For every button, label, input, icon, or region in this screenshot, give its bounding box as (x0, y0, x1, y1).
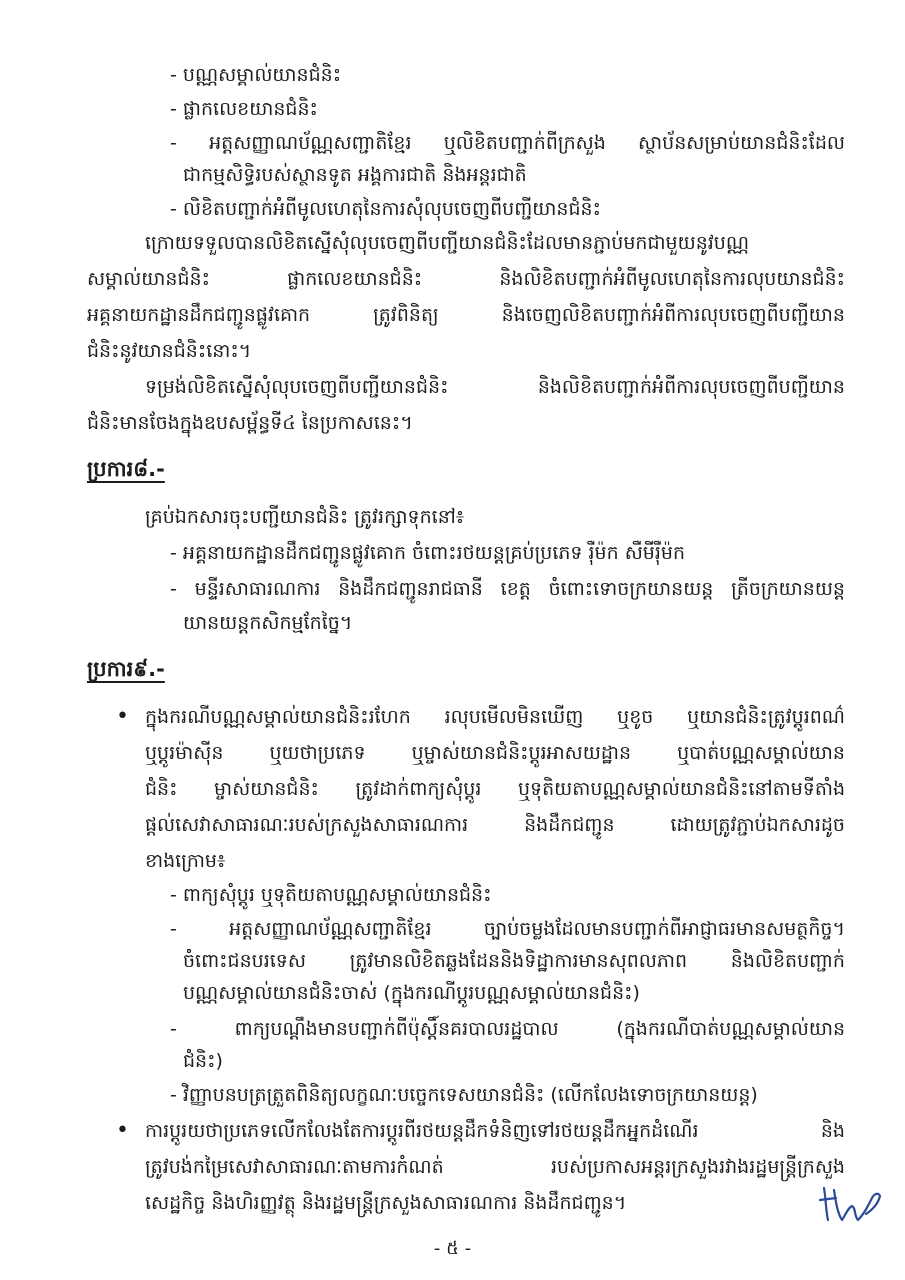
list-item: - លិខិតបញ្ជាក់អំពីមូលហេតុនៃការសុំលុបចេញពីបញ្ជីយានជំនិះ (170, 198, 601, 220)
paragraph-line: ជំនិះនូវយានជំនិះនោះ។ (87, 340, 252, 362)
paragraph-line: ជំនិះមានចែងក្នុងឧបសម្ព័ន្ធទី៤ នៃប្រកាសនេះ។ (87, 412, 413, 434)
paragraph-line: សេដ្ឋកិច្ច និងហិរញ្ញវត្ថុ និងរដ្ឋមន្ត្រីក្រសួងសាធារណការ និងដឹកជញ្ជូន។ (145, 1192, 627, 1214)
page-number: - ៥ - (433, 1238, 472, 1259)
list-item: - មន្ទីរសាធារណការ និងដឹកជញ្ជូនរាជធានី ខេត្ត ចំពោះទោចក្រយានយន្ត ត្រីចក្រយានយន្ត (170, 578, 845, 600)
signature-initials-icon (816, 1180, 886, 1230)
paragraph-line: ទម្រង់លិខិតស្នើសុំលុបចេញពីបញ្ជីយានជំនិះ និងលិខិតបញ្ជាក់អំពីការលុបចេញពីបញ្ជីយាន (145, 376, 845, 398)
list-item-continuation: ចំពោះជនបរទេស ត្រូវមានលិខិតឆ្លងដែននិងទិដ្ឋាការមានសុពលភាព និងលិខិតបញ្ជាក់ (183, 950, 845, 972)
list-item: - បណ្ណសម្គាល់យានជំនិះ (170, 64, 342, 86)
paragraph-line: សម្គាល់យានជំនិះ ផ្លាកលេខយានជំនិះ និងលិខិតបញ្ជាក់អំពីមូលហេតុនៃការលុបយានជំនិះ (87, 268, 845, 290)
article-8-intro: គ្រប់ឯកសារចុះបញ្ជីយានជំនិះ ត្រូវរក្សាទុកនៅ៖ (145, 506, 465, 528)
list-item: - អគ្គនាយកដ្ឋានដឹកជញ្ជូនផ្លូវគោក ចំពោះរថយន្តគ្រប់ប្រភេទ រ៉ឺម៉ក សឺមីរ៉ឺម៉ក (170, 542, 686, 564)
paragraph-line: ជំនិះ ម្ចាស់យានជំនិះ ត្រូវដាក់ពាក្យសុំប្តូរ ឬទុតិយតាបណ្ណសម្គាល់យានជំនិះនៅតាមទីតាំង (145, 778, 845, 800)
list-item: - ពាក្យបណ្តឹងមានបញ្ជាក់ពីប៉ុស្តិ៍នគរបាលរដ្ឋបាល (ក្នុងករណីបាត់បណ្ណសម្គាល់យាន (170, 1018, 845, 1040)
list-item-continuation: បណ្ណសម្គាល់យានជំនិះចាស់ (ក្នុងករណីប្តូរបណ្ណសម្គាល់យានជំនិះ) (183, 982, 640, 1004)
paragraph-line: ក្រោយទទួលបានលិខិតស្នើសុំលុបចេញពីបញ្ជីយានជំនិះដែលមានភ្ជាប់មកជាមួយនូវបណ្ណ (145, 232, 750, 254)
paragraph-line: ការប្តូរយថាប្រភេទលើកលែងតែការប្តូរពីរថយន្តដឹកទំនិញទៅរថយន្តដឹកអ្នកដំណើរ និង (145, 1120, 845, 1142)
list-item: - ផ្លាកលេខយានជំនិះ (170, 98, 318, 120)
list-item-continuation: ជំនិះ) (183, 1050, 223, 1072)
list-item-continuation: យានយន្តកសិកម្មកែច្នៃ។ (183, 612, 353, 634)
bullet-icon: • (116, 704, 129, 729)
article-8-heading: ប្រការ៨.- (87, 457, 165, 481)
list-item: - វិញ្ញាបនបត្រត្រួតពិនិត្យលក្ខណៈបច្ចេកទេសយានជំនិះ (លើកលែងទោចក្រយានយន្ត) (170, 1084, 758, 1106)
article-9-heading: ប្រការ៩.- (87, 657, 165, 681)
paragraph-line: ផ្តល់សេវាសាធារណៈរបស់ក្រសួងសាធារណការ និងដឹកជញ្ជូន ដោយត្រូវភ្ជាប់ឯកសារដូច (145, 814, 845, 836)
list-item-continuation: ជាកម្មសិទ្ធិរបស់ស្ថានទូត អង្គការជាតិ និងអន្តរជាតិ (183, 164, 527, 186)
list-item: - ពាក្យសុំប្តូរ ឬទុតិយតាបណ្ណសម្គាល់យានជំនិះ (170, 884, 492, 906)
bullet-icon: • (116, 1118, 129, 1143)
paragraph-line: ត្រូវបង់កម្រៃសេវាសាធារណៈតាមការកំណត់ របស់ប្រកាសអន្តរក្រសួងរវាងរដ្ឋមន្ត្រីក្រសួង (145, 1156, 845, 1178)
paragraph-line: ខាងក្រោម៖ (145, 850, 226, 872)
paragraph-line: ឬប្តូរម៉ាស៊ីន ឬយថាប្រភេទ ឬម្ចាស់យានជំនិះប្តូរអាសយដ្ឋាន ឬបាត់បណ្ណសម្គាល់យាន (145, 742, 845, 764)
paragraph-line: អគ្គនាយកដ្ឋានដឹកជញ្ជូនផ្លូវគោក ត្រូវពិនិត្យ និងចេញលិខិតបញ្ជាក់អំពីការលុបចេញពីបញ្ជីយាន (87, 304, 845, 326)
list-item: - អត្តសញ្ញាណប័ណ្ណសញ្ជាតិខ្មែរ ឬលិខិតបញ្ជាក់ពីក្រសួង ស្ថាប័នសម្រាប់យានជំនិះដែល (170, 132, 845, 154)
paragraph-line: ក្នុងករណីបណ្ណសម្គាល់យានជំនិះរហែក រលុបមើលមិនឃើញ ឬខូច ឬយានជំនិះត្រូវប្តូរពណ៌ (145, 706, 845, 728)
list-item: - អត្តសញ្ញាណប័ណ្ណសញ្ជាតិខ្មែរ ច្បាប់ចម្លងដែលមានបញ្ជាក់ពីអាជ្ញាធរមានសមត្ថកិច្ច។ (170, 918, 845, 940)
